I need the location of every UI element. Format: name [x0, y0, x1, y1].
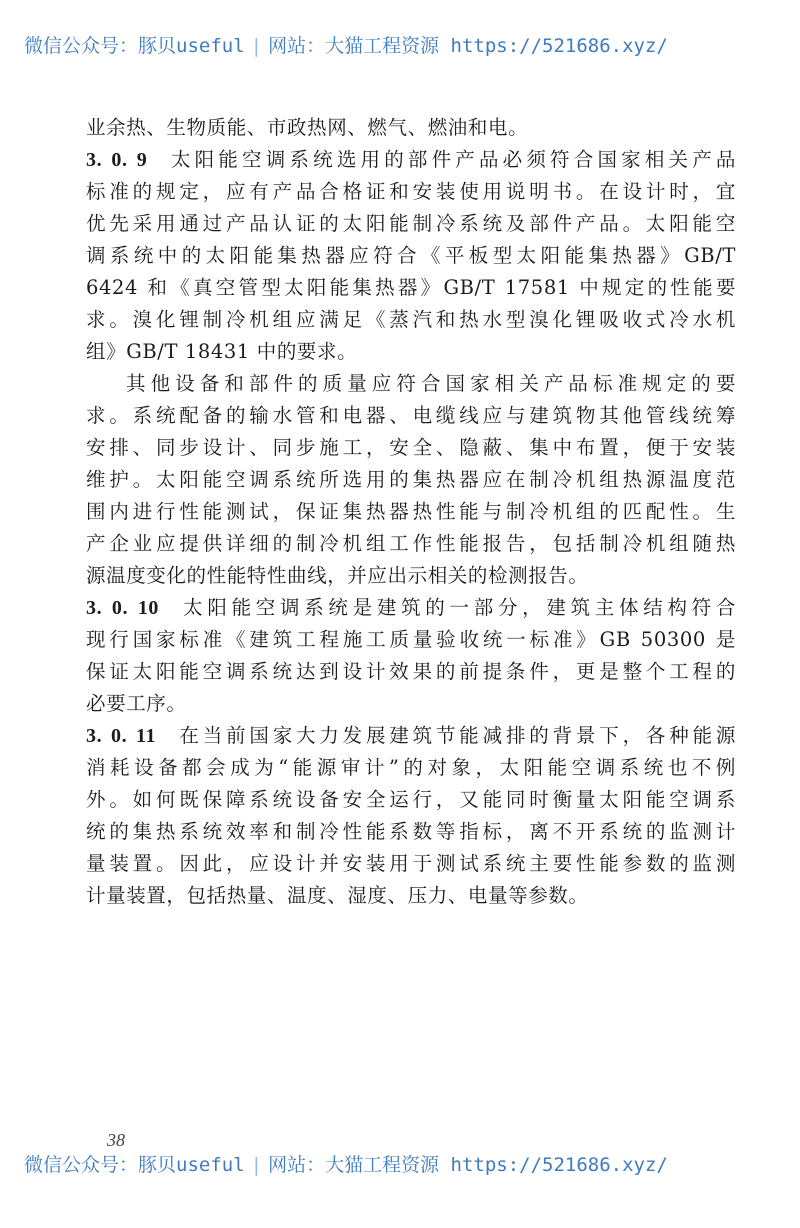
paragraph-start: 其他设备和部件的质量应符合国家相关产品标准规定的要 [126, 372, 736, 395]
text-line: 现行国家标准《建筑工程施工质量验收统一标准》GB 50300 是 [86, 628, 736, 651]
text-line: 计量装置，包括热量、温度、湿度、压力、电量等参数。 [86, 884, 589, 907]
watermark-separator: | [250, 35, 263, 57]
text-line: 调系统中的太阳能集热器应符合《平板型太阳能集热器》GB/T [86, 244, 736, 267]
watermark-site: 网站：大猫工程资源 https://521686.xyz/ [268, 35, 668, 57]
clause-number: 3. 0. 10 [86, 597, 160, 619]
watermark-wechat: 微信公众号：豚贝useful [24, 35, 245, 57]
watermark-wechat: 微信公众号：豚贝useful [24, 1154, 245, 1176]
text-line: 外。如何既保障系统设备安全运行，又能同时衡量太阳能空调系 [86, 788, 736, 811]
text-line: 保证太阳能空调系统达到设计效果的前提条件，更是整个工程的 [86, 660, 736, 683]
watermark-footer [24, 1150, 784, 1177]
text-line: 求。溴化锂制冷机组应满足《蒸汽和热水型溴化锂吸收式冷水机 [86, 308, 736, 331]
clause-3-0-9-heading: 3. 0. 9 太阳能空调系统选用的部件产品必须符合国家相关产品 [86, 148, 736, 171]
clause-3-0-11-heading: 3. 0. 11 在当前国家大力发展建筑节能减排的背景下，各种能源 [86, 724, 736, 747]
text-line: 消耗设备都会成为“能源审计”的对象，太阳能空调系统也不例 [86, 756, 736, 779]
text-line: 6424 和《真空管型太阳能集热器》GB/T 17581 中规定的性能要 [86, 276, 736, 299]
text-line: 求。系统配备的输水管和电器、电缆线应与建筑物其他管线统筹 [86, 404, 736, 427]
clause-3-0-10-heading: 3. 0. 10 太阳能空调系统是建筑的一部分，建筑主体结构符合 [86, 596, 736, 619]
text-line: 产企业应提供详细的制冷机组工作性能报告，包括制冷机组随热 [86, 532, 736, 555]
text-line: 业余热、生物质能、市政热网、燃气、燃油和电。 [86, 116, 529, 139]
text-line: 安排、同步设计、同步施工，安全、隐蔽、集中布置，便于安装 [86, 436, 736, 459]
text-line: 量装置。因此，应设计并安装用于测试系统主要性能参数的监测 [86, 852, 736, 875]
clause-number: 3. 0. 9 [86, 149, 148, 171]
watermark-header [24, 31, 784, 58]
watermark-separator: | [250, 1154, 263, 1176]
text-line: 优先采用通过产品认证的太阳能制冷系统及部件产品。太阳能空 [86, 212, 736, 235]
text-line: 维护。太阳能空调系统所选用的集热器应在制冷机组热源温度范 [86, 468, 736, 491]
text-line: 统的集热系统效率和制冷性能系数等指标，离不开系统的监测计 [86, 820, 736, 843]
watermark-site: 网站：大猫工程资源 https://521686.xyz/ [268, 1154, 668, 1176]
page-number: 38 [107, 1130, 125, 1150]
page-body [86, 112, 736, 912]
text-line: 组》GB/T 18431 中的要求。 [86, 340, 358, 363]
text-line: 源温度变化的性能特性曲线，并应出示相关的检测报告。 [86, 564, 589, 587]
text-line: 标准的规定，应有产品合格证和安装使用说明书。在设计时，宜 [86, 180, 736, 203]
clause-number: 3. 0. 11 [86, 725, 157, 747]
text-line: 必要工序。 [86, 692, 187, 715]
text-line: 围内进行性能测试，保证集热器热性能与制冷机组的匹配性。生 [86, 500, 736, 523]
